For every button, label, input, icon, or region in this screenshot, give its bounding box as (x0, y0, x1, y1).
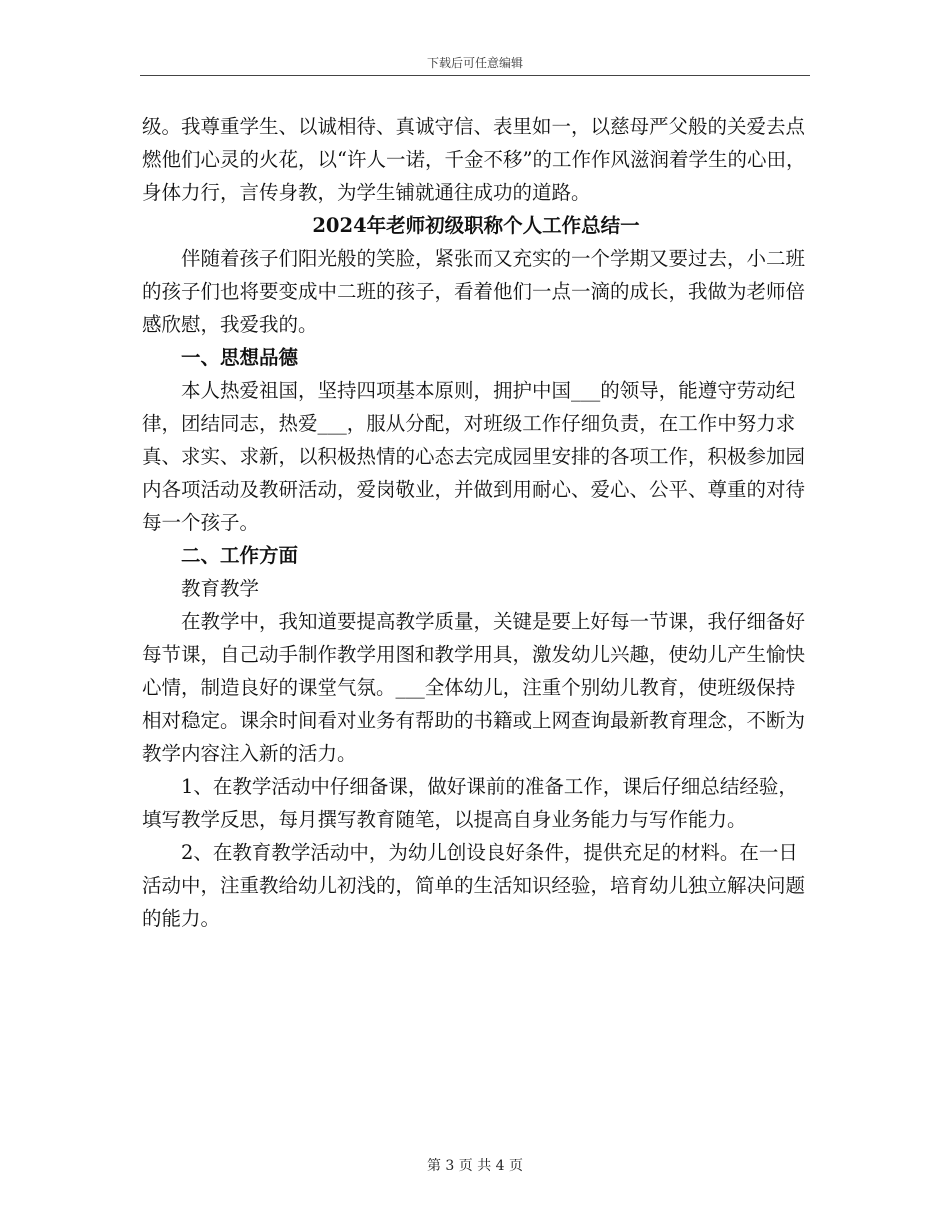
document-title: 2024年老师初级职称个人工作总结一 (312, 214, 640, 237)
page-footer: 第 3 页 共 4 页 (426, 1158, 524, 1174)
paragraph-teaching: 在教学中，我知道要提高教学质量，关键是要上好每一节课，我仔细备好每节课，自己动手制作教学用图和教学用具，激发幼儿兴趣，使幼儿产生愉快心情，制造良好的课堂气氛。___全体幼儿，注重个别幼儿教育，使班级保持相对稳定。课余时间看对业务有帮助的书籍或上网查询最新教育理念，不断为教学内容注入新的活力。 (142, 610, 806, 765)
page-header: 下载后可任意编辑 (426, 56, 523, 70)
paragraph-intro: 伴随着孩子们阳光般的笑脸，紧张而又充实的一个学期又要过去，小二班的孩子们也将要变成中二班的孩子，看着他们一点一滴的成长，我做为老师倍感欣慰，我爱我的。 (142, 247, 806, 336)
paragraph-continued: 级。我尊重学生、以诚相待、真诚守信、表里如一，以慈母严父般的关爱去点燃他们心灵的火花，以“许人一诺，千金不移”的工作作风滋润着学生的心田，身体力行，言传身教，为学生铺就通往成功的道路。 (142, 115, 806, 204)
section-heading-work: 二、工作方面 (181, 544, 299, 567)
header-divider (140, 75, 810, 76)
paragraph-thought: 本人热爱祖国，坚持四项基本原则，拥护中国___的领导，能遵守劳动纪律，团结同志，热爱___，服从分配，对班级工作仔细负责，在工作中努力求真、求实、求新，以积极热情的心态去完成园里安排的各项工作，积极参加园内各项活动及教研活动，爱岗敬业，并做到用耐心、爱心、公平、尊重的对待每一个孩子。 (142, 379, 806, 534)
document-body (142, 110, 810, 935)
section-heading-thought: 一、思想品德 (181, 346, 299, 369)
subheading-teaching: 教育教学 (181, 577, 260, 600)
paragraph-item-1: 1、在教学活动中仔细备课，做好课前的准备工作，课后仔细总结经验，填写教学反思，每月撰写教育随笔，以提高自身业务能力与写作能力。 (142, 775, 798, 831)
paragraph-item-2: 2、在教育教学活动中，为幼儿创设良好条件，提供充足的材料。在一日活动中，注重教给幼儿初浅的，简单的生活知识经验，培育幼儿独立解决问题的能力。 (142, 841, 806, 930)
